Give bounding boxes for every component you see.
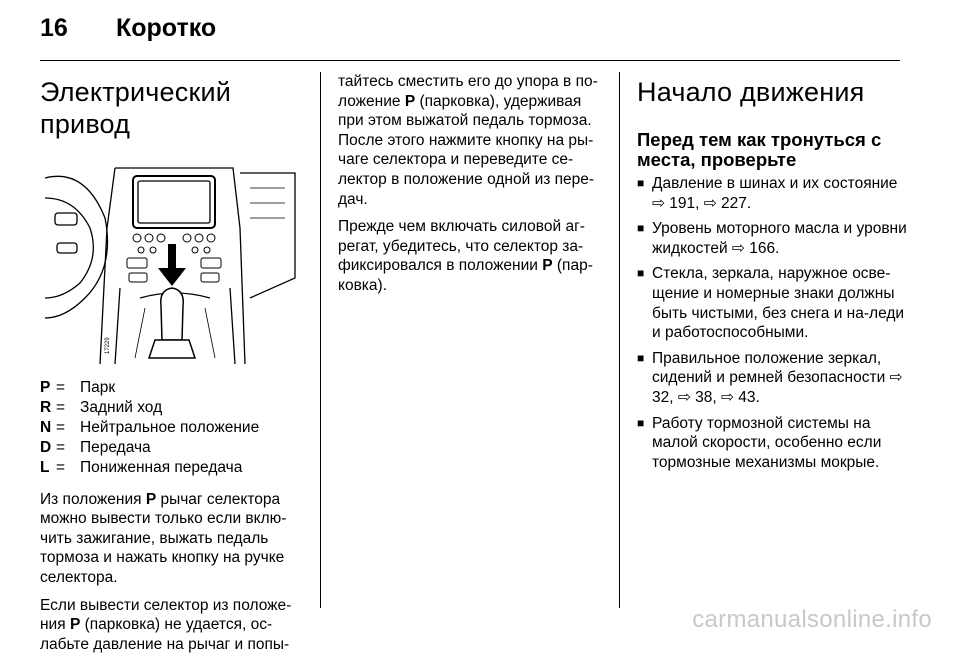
legend-text: Передача	[80, 438, 151, 456]
legend-row	[40, 458, 310, 478]
legend-key: P	[40, 378, 51, 396]
middle-column	[338, 72, 610, 304]
legend-row	[40, 418, 310, 438]
list-item: ■ Работу тормозной системы на малой скорости, особенно если тормозные механизмы мокрые.	[637, 414, 882, 471]
list-item: ■ Уровень моторного масла и уровни жидкостей ⇨ 166.	[637, 220, 907, 257]
legend-text: Пониженная передача	[80, 458, 243, 476]
electric-drive-heading: Электрический привод	[40, 77, 232, 139]
checklist-subheading: Перед тем как тронуться с места, проверьте	[637, 129, 882, 170]
start-driving-heading: Начало движения	[637, 77, 865, 107]
paragraph: Если вывести селектор из положе-ния P (парковка) не удается, ос-лабьте давление на рычаг и попы-	[40, 596, 292, 653]
legend-key: N	[40, 418, 52, 436]
column-divider-2	[619, 72, 620, 608]
bullet-icon: ■	[637, 415, 645, 430]
legend-text: Задний ход	[80, 398, 163, 416]
bullet-icon: ■	[637, 350, 645, 365]
paragraph: Прежде чем включать силовой аг-регат, убедитесь, что селектор за-фиксировался в положении P (пар-ковка).	[338, 218, 593, 294]
legend-row	[40, 438, 310, 458]
bullet-icon: ■	[637, 221, 645, 236]
paragraph: Из положения P рычаг селектора можно вывести только если вклю-чить зажигание, выжать педаль тормоза и нажать кнопку на ручке селектора.	[40, 490, 287, 586]
legend-eq: =	[56, 398, 66, 416]
legend-eq: =	[56, 458, 66, 476]
legend-eq: =	[56, 378, 66, 396]
page-header	[40, 14, 900, 46]
legend-key: D	[40, 438, 52, 456]
legend-row	[40, 398, 310, 418]
legend-text: Нейтральное положение	[80, 418, 260, 436]
list-item: ■ Правильное положение зеркал, сидений и ремней безопасности ⇨ 32, ⇨ 38, ⇨ 43.	[637, 349, 903, 406]
watermark: carmanualsonline.info	[692, 606, 932, 633]
legend-eq: =	[56, 438, 66, 456]
gear-legend	[40, 378, 310, 478]
paragraph: тайтесь сместить его до упора в по-ложение P (парковка), удерживая при этом выжатой педаль тормоза. После этого нажмите кнопку на ры-чаге селектора и переведите се-лектор в положение одной из пере-дач.	[338, 73, 598, 208]
legend-text: Парк	[80, 378, 116, 396]
checklist	[637, 174, 907, 472]
bullet-icon: ■	[637, 266, 645, 281]
header-rule	[40, 60, 900, 61]
list-item: ■ Давление в шинах и их состояние ⇨ 191, ⇨ 227.	[637, 175, 898, 212]
legend-row	[40, 378, 310, 398]
legend-key: R	[40, 398, 52, 416]
left-column	[40, 72, 310, 662]
illustration-code: 17229	[105, 337, 111, 354]
legend-key: L	[40, 458, 50, 476]
right-column	[637, 72, 907, 478]
list-item: ■ Стекла, зеркала, наружное осве-щение и номерные знаки должны быть чистыми, без снега и на-леди и работоспособными.	[637, 265, 905, 342]
column-divider-1	[320, 72, 321, 608]
page-number: 16	[40, 14, 68, 42]
bullet-icon: ■	[637, 176, 645, 190]
gear-selector-illustration	[45, 158, 297, 364]
section-title: Коротко	[116, 14, 217, 42]
legend-eq: =	[56, 418, 66, 436]
